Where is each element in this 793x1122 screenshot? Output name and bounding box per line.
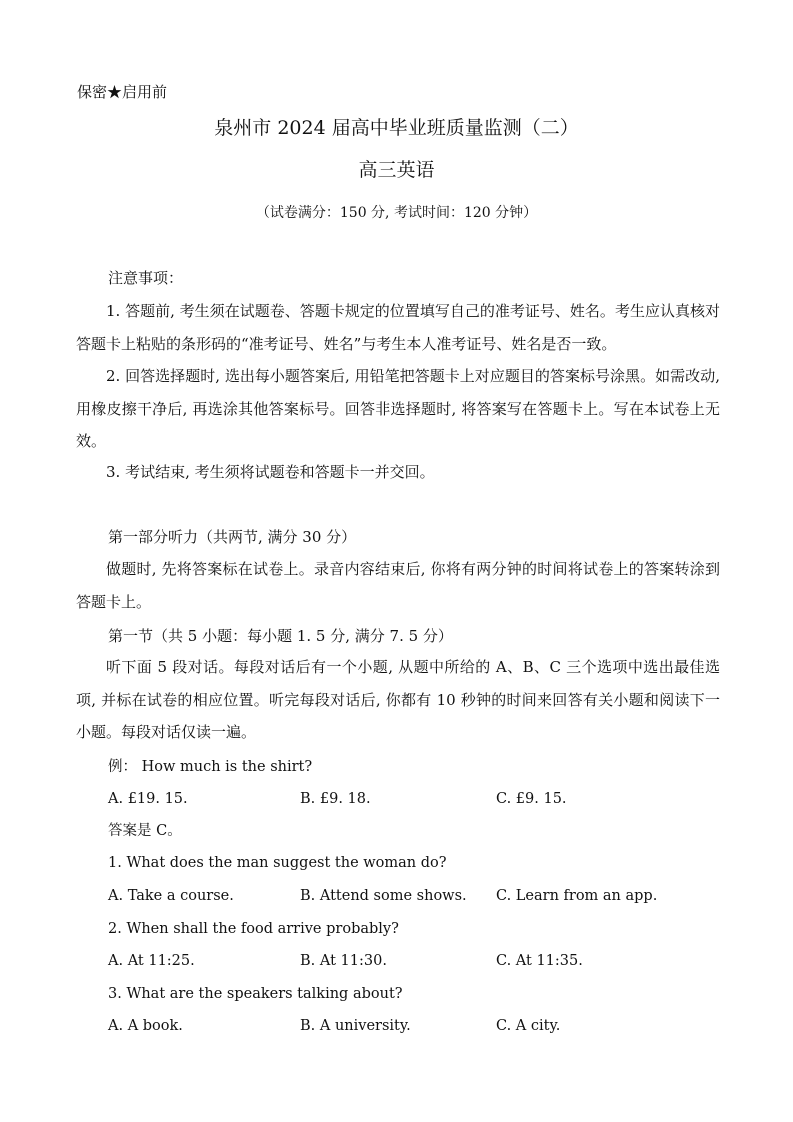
question-2: 2. When shall the food arrive probably? xyxy=(108,921,399,937)
question-2-options xyxy=(108,951,720,971)
notes-heading: 注意事项： xyxy=(108,269,184,287)
part1-heading: 第一部分听力（共两节, 满分 30 分） xyxy=(108,528,357,546)
note-item-3: 3. 考试结束, 考生须将试题卷和答题卡一并交回。 xyxy=(106,463,435,481)
option-a: A. Take a course. xyxy=(108,888,234,904)
section1-instructions: 听下面 5 段对话。每段对话后有一个小题, 从题中所给的 A、B、C 三个选项中选出最佳选项, 并标在试卷的相应位置。听完每段对话后, 你都有 10 秒钟的时间来回答有关小题和阅读下一小题。每段对话仅读一遍。 xyxy=(76,658,720,741)
option-c: C. Learn from an app. xyxy=(496,888,658,904)
exam-info: （试卷满分：150 分, 考试时间：120 分钟） xyxy=(255,205,538,221)
option-a: A. £19. 15. xyxy=(108,791,188,807)
option-b: B. £9. 18. xyxy=(300,791,371,807)
example-answer: 答案是 C。 xyxy=(108,823,182,839)
option-a: A. A book. xyxy=(108,1018,183,1034)
question-1: 1. What does the man suggest the woman do? xyxy=(108,855,447,871)
option-a: A. At 11:25. xyxy=(108,953,195,969)
option-b: B. Attend some shows. xyxy=(300,888,467,904)
option-b: B. At 11:30. xyxy=(300,953,387,969)
option-b: B. A university. xyxy=(300,1018,411,1034)
question-3-options xyxy=(108,1016,720,1036)
option-c: C. A city. xyxy=(496,1018,561,1034)
confidential-label: 保密★启用前 xyxy=(77,83,168,101)
question-1-options xyxy=(108,886,720,906)
exam-title: 泉州市 2024 届高中毕业班质量监测（二） xyxy=(214,117,579,139)
part1-instructions: 做题时, 先将答案标在试卷上。录音内容结束后, 你将有两分钟的时间将试卷上的答案转涂到答题卡上。 xyxy=(76,560,720,611)
exam-subject: 高三英语 xyxy=(358,159,435,181)
option-c: C. At 11:35. xyxy=(496,953,583,969)
question-3: 3. What are the speakers talking about? xyxy=(108,986,403,1002)
note-item-1: 1. 答题前, 考生须在试题卷、答题卡规定的位置填写自己的准考证号、姓名。考生应认真核对答题卡上粘贴的条形码的“准考证号、姓名”与考生本人准考证号、姓名是否一致。 xyxy=(76,302,720,353)
example-question: 例： How much is the shirt? xyxy=(108,759,313,775)
option-c: C. £9. 15. xyxy=(496,791,567,807)
example-options xyxy=(108,789,720,809)
note-item-2: 2. 回答选择题时, 选出每小题答案后, 用铅笔把答题卡上对应题目的答案标号涂黑。如需改动, 用橡皮擦干净后, 再选涂其他答案标号。回答非选择题时, 将答案写在答题卡上。写在本试卷上无效。 xyxy=(76,367,720,450)
section1-heading: 第一节（共 5 小题：每小题 1. 5 分, 满分 7. 5 分） xyxy=(108,627,453,645)
